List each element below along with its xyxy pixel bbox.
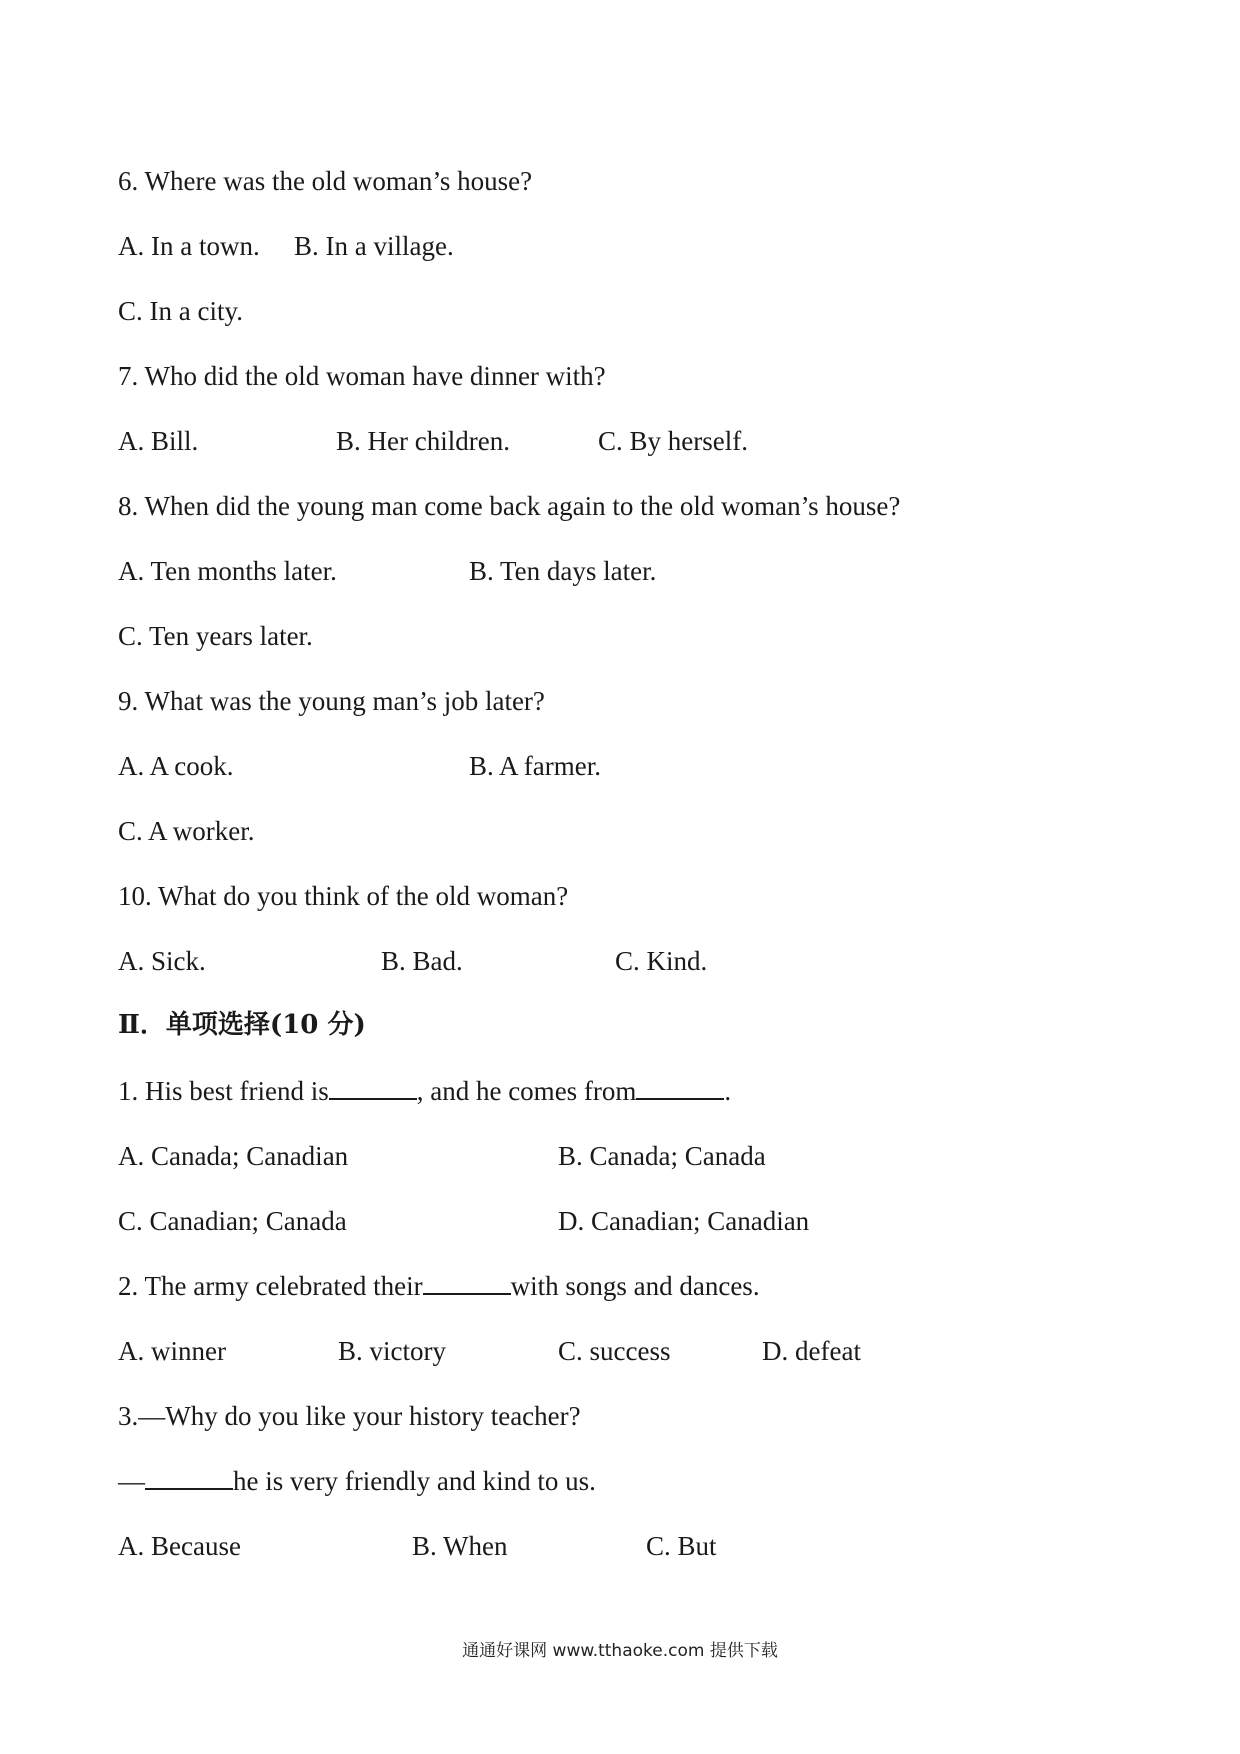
answer-blank	[636, 1076, 724, 1100]
section-heading: Ⅱ．单项选择(10 分)	[118, 1010, 366, 1040]
option-c: C. By herself.	[598, 426, 748, 456]
option-c: C. But	[646, 1531, 717, 1561]
option-c: C. success	[558, 1336, 671, 1366]
option-c: C. Canadian; Canada	[118, 1206, 347, 1236]
question-8-stem: 8. When did the young man come back again to the old woman’s house?	[118, 491, 901, 521]
option-a: A. A cook.	[118, 751, 234, 781]
option-b: B. A farmer.	[469, 751, 601, 781]
option-a: A. Canada; Canadian	[118, 1141, 349, 1171]
question-10-stem: 10. What do you think of the old woman?	[118, 881, 569, 911]
stem-text: , and he comes from	[416, 1076, 637, 1106]
option-b: B. Bad.	[381, 946, 463, 976]
option-a: A. Bill.	[118, 426, 199, 456]
stem-text: 2. The army celebrated their	[118, 1271, 423, 1301]
option-a: A. Ten months later.	[118, 556, 337, 586]
question-9-option-c: C. A worker.	[118, 816, 255, 846]
choice-question-1-stem	[118, 1074, 731, 1108]
option-c: C. Kind.	[615, 946, 708, 976]
option-d: D. defeat	[762, 1336, 861, 1366]
option-b: B. In a village.	[294, 231, 454, 261]
question-9-stem: 9. What was the young man’s job later?	[118, 686, 545, 716]
answer-blank	[329, 1076, 417, 1100]
option-b: B. Her children.	[336, 426, 510, 456]
answer-blank	[423, 1271, 511, 1295]
question-7-stem: 7. Who did the old woman have dinner with?	[118, 361, 606, 391]
option-d: D. Canadian; Canadian	[558, 1206, 810, 1236]
choice-question-2-stem	[118, 1269, 760, 1303]
dash: —	[118, 1466, 145, 1496]
stem-text: 1. His best friend is	[118, 1076, 329, 1106]
answer-blank	[145, 1466, 233, 1490]
page-footer: 通通好课网 www.tthaoke.com 提供下载	[462, 1641, 778, 1661]
stem-text: he is very friendly and kind to us.	[233, 1466, 596, 1496]
option-a: A. winner	[118, 1336, 226, 1366]
option-a: A. In a town.	[118, 231, 260, 261]
question-8-option-c: C. Ten years later.	[118, 621, 313, 651]
stem-text: .	[724, 1076, 732, 1106]
option-a: A. Because	[118, 1531, 241, 1561]
question-6-stem: 6. Where was the old woman’s house?	[118, 166, 533, 196]
option-b: B. When	[412, 1531, 508, 1561]
option-b: B. victory	[338, 1336, 446, 1366]
question-6-option-c: C. In a city.	[118, 296, 243, 326]
option-b: B. Ten days later.	[469, 556, 657, 586]
option-a: A. Sick.	[118, 946, 206, 976]
option-b: B. Canada; Canada	[558, 1141, 766, 1171]
choice-question-3-stem: 3.—Why do you like your history teacher?	[118, 1401, 581, 1431]
choice-question-3-reply	[118, 1464, 596, 1498]
stem-text: with songs and dances.	[510, 1271, 760, 1301]
